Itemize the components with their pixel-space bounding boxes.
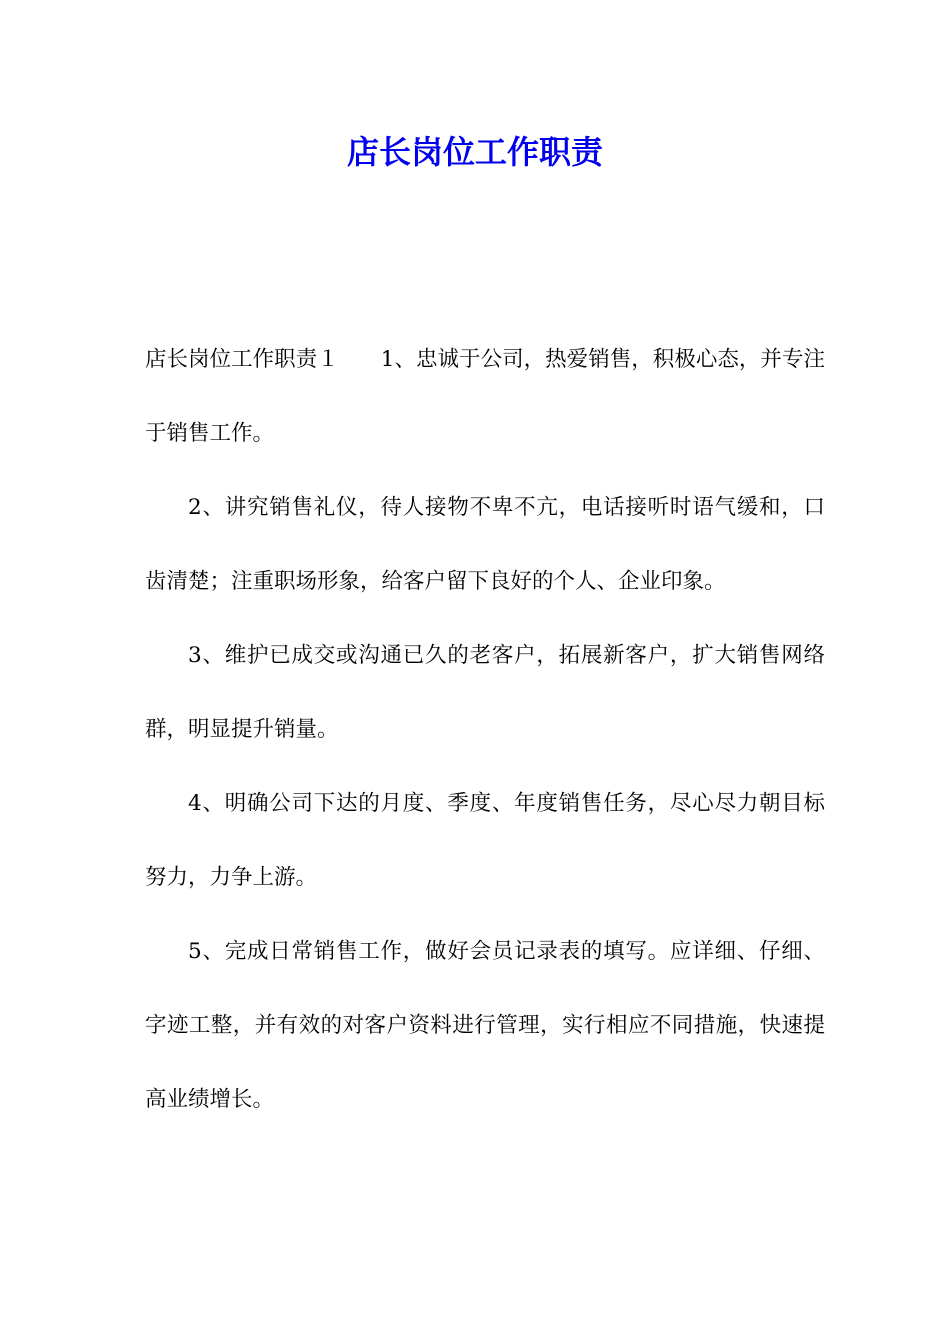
inline-heading: 店长岗位工作职责１: [145, 347, 339, 372]
document-title: 店长岗位工作职责: [346, 133, 603, 171]
paragraph-2: 2、讲究销售礼仪，待人接物不卑不亢，电话接听时语气缓和，口齿清楚；注重职场形象，给客户留下良好的个人、企业印象。: [145, 495, 825, 594]
paragraph-3: 3、维护已成交或沟通已久的老客户，拓展新客户，扩大销售网络群，明显提升销量。: [145, 643, 825, 742]
paragraph-5: 5、完成日常销售工作，做好会员记录表的填写。应详细、仔细、字迹工整，并有效的对客户资料进行管理，实行相应不同措施，快速提高业绩增长。: [145, 939, 825, 1112]
paragraph-4: 4、明确公司下达的月度、季度、年度销售任务，尽心尽力朝目标努力，力争上游。: [145, 791, 825, 890]
paragraph-1-text: 1、忠诚于公司，热爱销售，积极心态，并专注于销售工作。: [145, 347, 825, 446]
paragraph-1: [145, 323, 825, 471]
document-body: [145, 323, 825, 1137]
